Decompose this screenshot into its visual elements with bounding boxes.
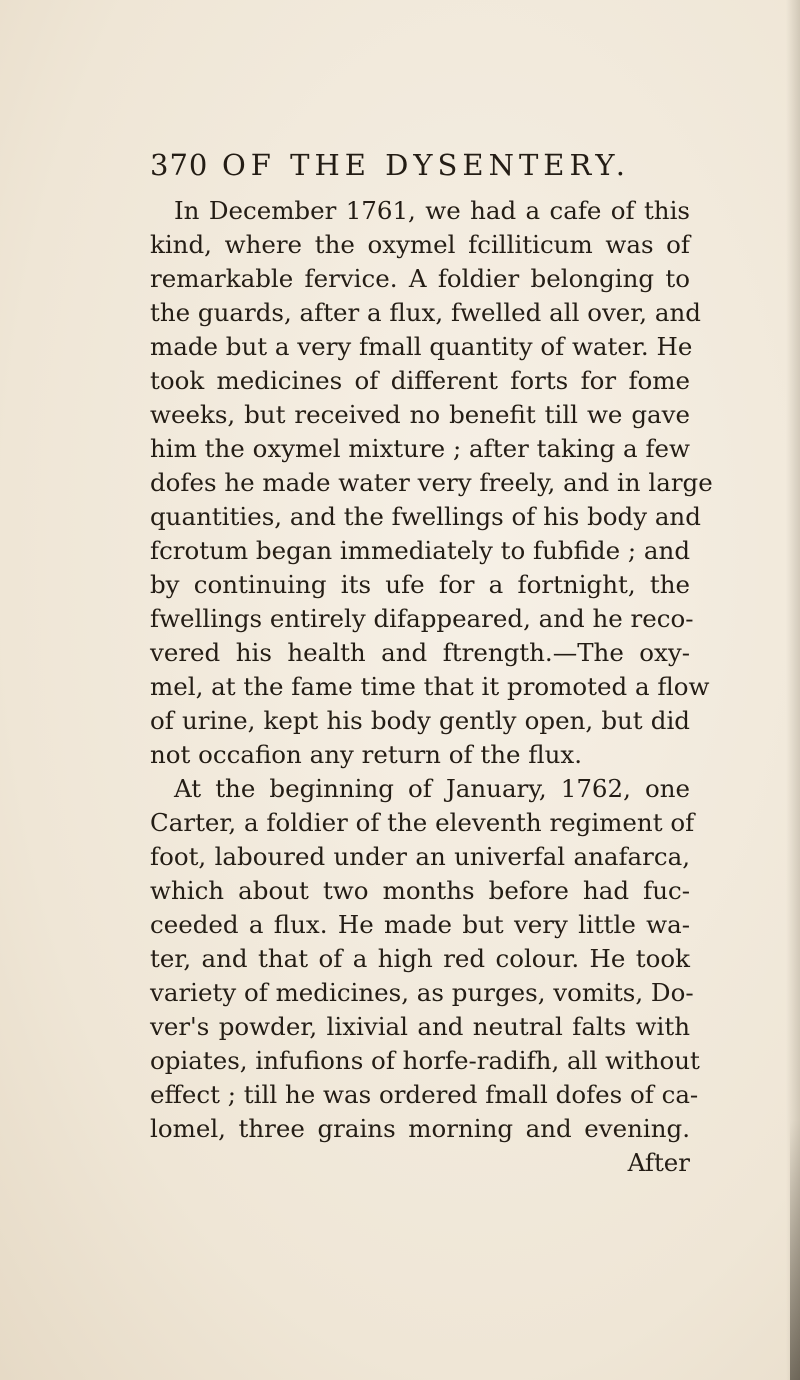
text-line: effect ; till he was ordered fmall dofes of ca- [150, 1080, 699, 1109]
text-line: made but a very fmall quantity of water. He [150, 332, 693, 361]
catchword: After [627, 1148, 690, 1177]
running-header [150, 148, 710, 192]
text-line: him the oxymel mixture ; after taking a few [150, 434, 690, 463]
text-line: kind, where the oxymel fcilliticum was of [150, 230, 690, 259]
text-line: ver's powder, lixivial and neutral falts with [150, 1012, 690, 1041]
text-line: which about two months before had fuc- [150, 876, 690, 905]
text-line: fcrotum began immediately to fubfide ; and [150, 536, 691, 565]
text-line: vered his health and ftrength.—The oxy- [150, 638, 690, 667]
text-line: remarkable fervice. A foldier belonging to [150, 264, 690, 293]
text-line: ter, and that of a high red colour. He took [150, 944, 690, 973]
text-line: of urine, kept his body gently open, but did [150, 706, 690, 735]
text-line: variety of medicines, as purges, vomits, Do- [150, 978, 694, 1007]
text-line: In December 1761, we had a cafe of this [174, 196, 690, 225]
text-line: fwellings entirely difappeared, and he reco- [150, 604, 694, 633]
text-line: weeks, but received no benefit till we gave [150, 400, 690, 429]
text-line: dofes he made water very freely, and in large [150, 468, 713, 497]
text-line: foot, laboured under an univerfal anafarca, [150, 842, 690, 871]
text-line: Carter, a foldier of the eleventh regiment of [150, 808, 695, 837]
text-line: opiates, infufions of horfe-radifh, all without [150, 1046, 700, 1075]
text-line: At the beginning of January, 1762, one [174, 774, 690, 803]
text-line: took medicines of different forts for fome [150, 366, 690, 395]
text-line: lomel, three grains morning and evening. [150, 1114, 690, 1143]
text-line: not occafion any return of the flux. [150, 740, 582, 769]
text-line: mel, at the fame time that it promoted a flow [150, 672, 710, 701]
text-line: quantities, and the fwellings of his body and [150, 502, 701, 531]
page-number: 370 [150, 148, 209, 182]
text-line: by continuing its ufe for a fortnight, the [150, 570, 690, 599]
page-corner-shadow [790, 1120, 800, 1380]
body-text [150, 194, 713, 1180]
running-title: OF THE DYSENTERY. [222, 148, 631, 182]
text-line: ceeded a flux. He made but very little wa- [150, 910, 690, 939]
text-line: the guards, after a flux, fwelled all over, and [150, 298, 701, 327]
